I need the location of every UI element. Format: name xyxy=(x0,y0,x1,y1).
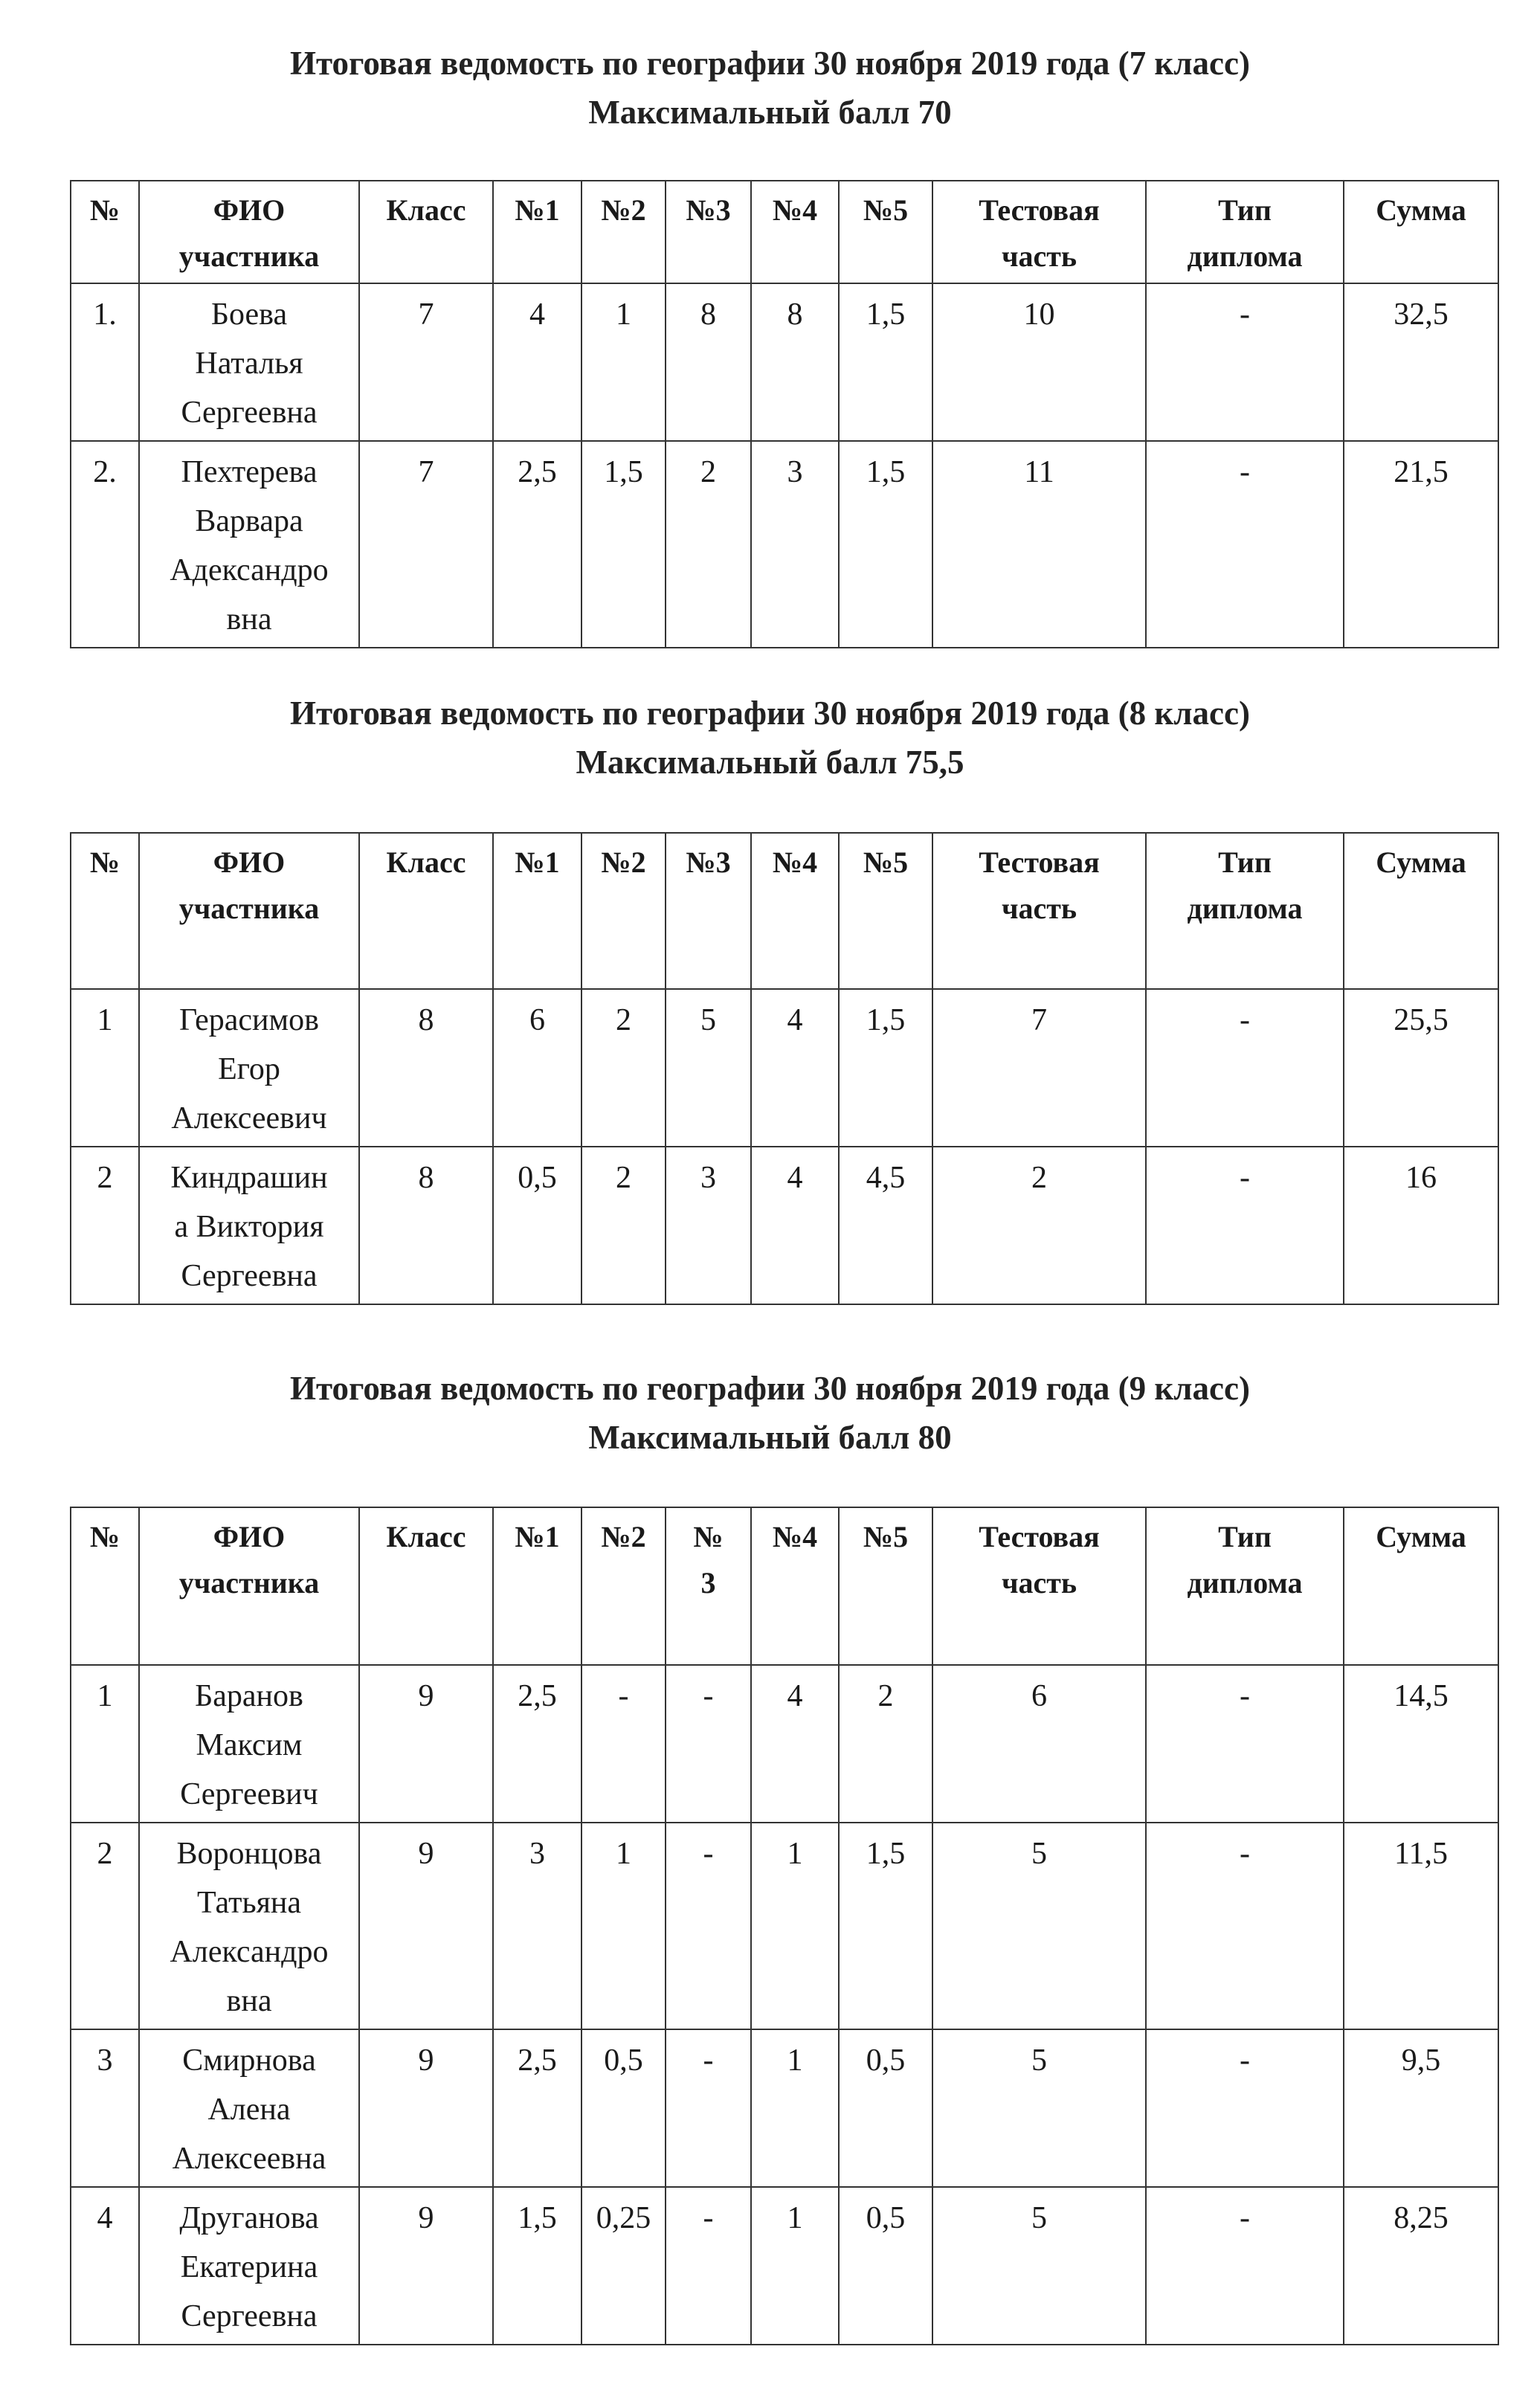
q5-cell: 1,5 xyxy=(839,989,932,1147)
col-header-q4: №4 xyxy=(751,1507,839,1665)
col-header-q5: №5 xyxy=(839,181,932,283)
class-cell: 8 xyxy=(359,989,493,1147)
row-no: 2 xyxy=(71,1823,139,2029)
col-header-no: № xyxy=(71,833,139,989)
row-no: 3 xyxy=(71,2029,139,2187)
col-header-q2: №2 xyxy=(581,181,666,283)
q5-cell: 0,5 xyxy=(839,2029,932,2187)
q1-cell: 2,5 xyxy=(493,1665,581,1823)
q4-cell: 1 xyxy=(751,1823,839,2029)
test-part-cell: 5 xyxy=(932,1823,1146,2029)
max-score: Максимальный балл 80 xyxy=(588,1419,952,1456)
table-row xyxy=(71,989,1498,1147)
q3-cell: - xyxy=(666,1665,751,1823)
results-table-grade-9 xyxy=(70,1507,1499,2345)
results-table-grade-8 xyxy=(70,832,1499,1305)
col-header-q3: №3 xyxy=(666,833,751,989)
q4-cell: 1 xyxy=(751,2187,839,2345)
row-no: 1 xyxy=(71,1665,139,1823)
col-header-q1: №1 xyxy=(493,181,581,283)
class-cell: 9 xyxy=(359,2029,493,2187)
q5-cell: 2 xyxy=(839,1665,932,1823)
diploma-type-cell: - xyxy=(1146,1665,1344,1823)
test-part-cell: 6 xyxy=(932,1665,1146,1823)
test-part-cell: 7 xyxy=(932,989,1146,1147)
col-header-test-part: Тестовая часть xyxy=(932,181,1146,283)
q2-cell: 0,25 xyxy=(581,2187,666,2345)
results-table-grade-7 xyxy=(70,180,1499,648)
q3-cell: 8 xyxy=(666,283,751,441)
section-title-grade-7 xyxy=(0,39,1540,137)
q2-cell: 2 xyxy=(581,989,666,1147)
col-header-q2: №2 xyxy=(581,1507,666,1665)
col-header-diploma-type: Тип диплома xyxy=(1146,1507,1344,1665)
max-score: Максимальный балл 75,5 xyxy=(576,744,964,781)
q2-cell: - xyxy=(581,1665,666,1823)
sum-cell: 11,5 xyxy=(1344,1823,1498,2029)
col-header-q5: №5 xyxy=(839,1507,932,1665)
table-row xyxy=(71,1665,1498,1823)
test-part-cell: 5 xyxy=(932,2029,1146,2187)
col-header-class: Класс xyxy=(359,1507,493,1665)
sum-cell: 14,5 xyxy=(1344,1665,1498,1823)
col-header-fio: ФИО участника xyxy=(139,1507,359,1665)
col-header-q3: №3 xyxy=(666,181,751,283)
q2-cell: 1,5 xyxy=(581,441,666,648)
diploma-type-cell: - xyxy=(1146,1823,1344,2029)
row-no: 1 xyxy=(71,989,139,1147)
col-header-diploma-type: Тип диплома xyxy=(1146,833,1344,989)
table-header-row xyxy=(71,1507,1498,1665)
participant-name: Смирнова Алена Алексеевна xyxy=(139,2029,359,2187)
class-cell: 9 xyxy=(359,2187,493,2345)
report-title: Итоговая ведомость по географии 30 ноября 2019 года (9 класс) xyxy=(290,1370,1250,1407)
q1-cell: 2,5 xyxy=(493,2029,581,2187)
q1-cell: 0,5 xyxy=(493,1147,581,1304)
q3-cell: 3 xyxy=(666,1147,751,1304)
col-header-fio: ФИО участника xyxy=(139,833,359,989)
max-score: Максимальный балл 70 xyxy=(588,94,952,131)
col-header-test-part: Тестовая часть xyxy=(932,833,1146,989)
sum-cell: 9,5 xyxy=(1344,2029,1498,2187)
table-header-row xyxy=(71,833,1498,989)
test-part-cell: 5 xyxy=(932,2187,1146,2345)
q3-cell: - xyxy=(666,2029,751,2187)
participant-name: Пехтерева Варвара Адександро вна xyxy=(139,441,359,648)
col-header-class: Класс xyxy=(359,833,493,989)
table-row xyxy=(71,283,1498,441)
col-header-class: Класс xyxy=(359,181,493,283)
q5-cell: 0,5 xyxy=(839,2187,932,2345)
col-header-diploma-type: Тип диплома xyxy=(1146,181,1344,283)
sum-cell: 8,25 xyxy=(1344,2187,1498,2345)
diploma-type-cell: - xyxy=(1146,989,1344,1147)
diploma-type-cell: - xyxy=(1146,1147,1344,1304)
q5-cell: 1,5 xyxy=(839,1823,932,2029)
q1-cell: 2,5 xyxy=(493,441,581,648)
row-no: 4 xyxy=(71,2187,139,2345)
test-part-cell: 2 xyxy=(932,1147,1146,1304)
col-header-q1: №1 xyxy=(493,833,581,989)
q1-cell: 6 xyxy=(493,989,581,1147)
table-header-row xyxy=(71,181,1498,283)
q2-cell: 1 xyxy=(581,1823,666,2029)
table-row xyxy=(71,441,1498,648)
q5-cell: 1,5 xyxy=(839,283,932,441)
table-row xyxy=(71,2187,1498,2345)
col-header-q4: №4 xyxy=(751,833,839,989)
section-title-grade-8 xyxy=(0,689,1540,787)
row-no: 2 xyxy=(71,1147,139,1304)
class-cell: 9 xyxy=(359,1665,493,1823)
q5-cell: 1,5 xyxy=(839,441,932,648)
col-header-q3: № 3 xyxy=(666,1507,751,1665)
table-row xyxy=(71,2029,1498,2187)
participant-name: Баранов Максим Сергеевич xyxy=(139,1665,359,1823)
sum-cell: 25,5 xyxy=(1344,989,1498,1147)
test-part-cell: 10 xyxy=(932,283,1146,441)
participant-name: Воронцова Татьяна Александро вна xyxy=(139,1823,359,2029)
col-header-no: № xyxy=(71,1507,139,1665)
q3-cell: 2 xyxy=(666,441,751,648)
sum-cell: 21,5 xyxy=(1344,441,1498,648)
q1-cell: 4 xyxy=(493,283,581,441)
q2-cell: 2 xyxy=(581,1147,666,1304)
report-title: Итоговая ведомость по географии 30 ноября 2019 года (8 класс) xyxy=(290,695,1250,732)
row-no: 2. xyxy=(71,441,139,648)
col-header-q5: №5 xyxy=(839,833,932,989)
diploma-type-cell: - xyxy=(1146,283,1344,441)
sum-cell: 32,5 xyxy=(1344,283,1498,441)
test-part-cell: 11 xyxy=(932,441,1146,648)
col-header-sum: Сумма xyxy=(1344,181,1498,283)
table-row xyxy=(71,1823,1498,2029)
q3-cell: - xyxy=(666,1823,751,2029)
q3-cell: 5 xyxy=(666,989,751,1147)
participant-name: Киндрашин а Виктория Сергеевна xyxy=(139,1147,359,1304)
sum-cell: 16 xyxy=(1344,1147,1498,1304)
report-title: Итоговая ведомость по географии 30 ноября 2019 года (7 класс) xyxy=(290,45,1250,82)
row-no: 1. xyxy=(71,283,139,441)
col-header-sum: Сумма xyxy=(1344,1507,1498,1665)
col-header-q1: №1 xyxy=(493,1507,581,1665)
participant-name: Боева Наталья Сергеевна xyxy=(139,283,359,441)
q2-cell: 0,5 xyxy=(581,2029,666,2187)
diploma-type-cell: - xyxy=(1146,441,1344,648)
col-header-q4: №4 xyxy=(751,181,839,283)
q3-cell: - xyxy=(666,2187,751,2345)
col-header-fio: ФИО участника xyxy=(139,181,359,283)
diploma-type-cell: - xyxy=(1146,2187,1344,2345)
q4-cell: 8 xyxy=(751,283,839,441)
col-header-sum: Сумма xyxy=(1344,833,1498,989)
q4-cell: 1 xyxy=(751,2029,839,2187)
col-header-q2: №2 xyxy=(581,833,666,989)
q4-cell: 4 xyxy=(751,989,839,1147)
participant-name: Друганова Екатерина Сергеевна xyxy=(139,2187,359,2345)
q4-cell: 3 xyxy=(751,441,839,648)
q4-cell: 4 xyxy=(751,1147,839,1304)
col-header-test-part: Тестовая часть xyxy=(932,1507,1146,1665)
q2-cell: 1 xyxy=(581,283,666,441)
diploma-type-cell: - xyxy=(1146,2029,1344,2187)
col-header-no: № xyxy=(71,181,139,283)
class-cell: 9 xyxy=(359,1823,493,2029)
q1-cell: 3 xyxy=(493,1823,581,2029)
q4-cell: 4 xyxy=(751,1665,839,1823)
class-cell: 7 xyxy=(359,283,493,441)
q1-cell: 1,5 xyxy=(493,2187,581,2345)
q5-cell: 4,5 xyxy=(839,1147,932,1304)
section-title-grade-9 xyxy=(0,1364,1540,1462)
class-cell: 8 xyxy=(359,1147,493,1304)
class-cell: 7 xyxy=(359,441,493,648)
table-row xyxy=(71,1147,1498,1304)
participant-name: Герасимов Егор Алексеевич xyxy=(139,989,359,1147)
